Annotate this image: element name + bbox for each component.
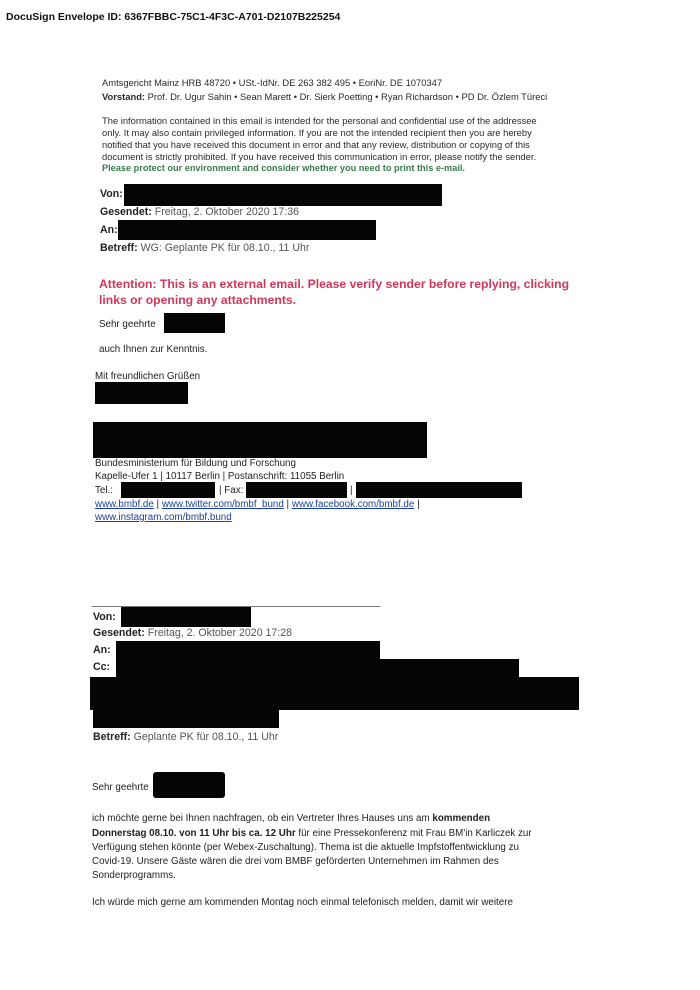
email1-subject-label: Betreff: xyxy=(100,242,138,254)
email2-cc-redaction-2 xyxy=(90,677,579,710)
email2-subject-value: Geplante PK für 08.10., 11 Uhr xyxy=(133,731,279,743)
ministry-contact-row xyxy=(95,485,113,496)
link-bmbf-website[interactable]: www.bmbf.de xyxy=(95,499,154,510)
email2-para1-line1 xyxy=(92,813,490,824)
email1-body: auch Ihnen zur Kenntnis. xyxy=(99,344,208,355)
email2-para1-line2-text: für eine Pressekonferenz mit Frau BM'in Karliczek zur xyxy=(295,828,532,839)
email2-para1-line1-text: ich möchte gerne bei Ihnen nachfragen, ob ein Vertreter Ihres Hauses uns am xyxy=(92,813,433,824)
email1-greeting-redaction xyxy=(164,313,225,333)
link-instagram[interactable]: www.instagram.com/bmbf.bund xyxy=(95,512,232,523)
tel-label: Tel.: xyxy=(95,485,113,496)
envelope-id: DocuSign Envelope ID: 6367FBBC-75C1-4F3C-A701-D2107B225254 xyxy=(6,11,341,23)
board-line xyxy=(102,91,547,104)
ministry-address: Kapelle-Ufer 1 | 10117 Berlin | Postanschrift: 11055 Berlin xyxy=(95,471,345,482)
email2-para1-line2 xyxy=(92,828,532,839)
email2-cc-redaction xyxy=(116,659,519,679)
email2-from-label: Von: xyxy=(93,611,116,623)
email-address-redaction xyxy=(356,482,522,498)
email2-para1-line1-bold: kommenden xyxy=(432,813,491,824)
email2-cc-redaction-3 xyxy=(93,710,279,728)
disclaimer-line-3: notified that you have received this document in error and that any review, distribution or copying of this xyxy=(102,139,530,150)
email2-para1-line3: Verfügung stehen könnte (per Webex-Zuschaltung). Thema ist die aktuelle Impfstoffentwicklung zu xyxy=(92,842,519,853)
email1-sent-label: Gesendet: xyxy=(100,206,152,218)
email2-subject-label: Betreff: xyxy=(93,731,131,743)
contact-separator: | xyxy=(350,485,353,496)
email1-signature-title-redaction xyxy=(93,422,427,458)
ministry-name: Bundesministerium für Bildung und Forschung xyxy=(95,458,296,469)
email1-sent-value: Freitag, 2. Oktober 2020 17:36 xyxy=(154,206,300,218)
email2-from-row xyxy=(93,611,116,623)
email1-subject-row xyxy=(100,242,309,254)
link-separator: | xyxy=(286,499,290,510)
email2-greeting-redaction xyxy=(153,772,225,798)
email2-sent-row xyxy=(93,627,292,639)
email2-para2-line1: Ich würde mich gerne am kommenden Montag noch einmal telefonisch melden, damit wir weitere xyxy=(92,897,513,908)
email1-from-row xyxy=(100,188,123,200)
email2-para1-line4: Covid-19. Unsere Gäste wären die drei vom BMBF geförderten Unternehmen im Rahmen des xyxy=(92,856,499,867)
email1-signature-name-redaction xyxy=(95,382,188,404)
ministry-links-row xyxy=(95,499,420,510)
email2-subject-row xyxy=(93,731,278,743)
board-members: Prof. Dr. Ugur Sahin • Sean Marett • Dr. Sierk Poetting • Ryan Richardson • PD Dr. Özlem Türeci xyxy=(147,91,548,102)
email1-closing: Mit freundlichen Grüßen xyxy=(95,371,201,382)
ministry-links-row-2 xyxy=(95,512,232,523)
email2-cc-label: Cc: xyxy=(93,661,111,673)
email2-para1-line5: Sonderprogramms. xyxy=(92,870,176,881)
email1-from-redaction xyxy=(124,184,442,206)
link-twitter[interactable]: www.twitter.com/bmbf_bund xyxy=(161,499,284,510)
company-register-line: Amtsgericht Mainz HRB 48720 • USt.-IdNr. DE 263 382 495 • EoriNr. DE 1070347 xyxy=(102,77,443,88)
email1-sent-row xyxy=(100,206,299,218)
email1-to-redaction xyxy=(118,220,376,240)
email2-para1-line2-bold: Donnerstag 08.10. von 11 Uhr bis ca. 12 Uhr xyxy=(92,828,296,839)
email1-subject-value: WG: Geplante PK für 08.10., 11 Uhr xyxy=(140,242,310,254)
link-separator: | xyxy=(417,499,420,510)
external-email-warning-line-1: Attention: This is an external email. Please verify sender before replying, clicking xyxy=(99,277,570,291)
board-label: Vorstand: xyxy=(102,91,146,102)
email2-to-label: An: xyxy=(93,644,111,656)
external-email-warning-line-2: links or opening any attachments. xyxy=(99,293,297,307)
email2-sent-label: Gesendet: xyxy=(93,627,145,639)
email2-sent-value: Freitag, 2. Oktober 2020 17:28 xyxy=(147,627,293,639)
fax-redaction xyxy=(246,482,347,498)
email1-from-label: Von: xyxy=(100,188,123,200)
email2-greeting: Sehr geehrte xyxy=(92,782,149,793)
tel-redaction xyxy=(121,482,215,498)
link-separator: | xyxy=(156,499,160,510)
fax-label: | Fax: xyxy=(219,485,244,496)
email1-to-row xyxy=(100,224,118,236)
email2-to-redaction xyxy=(116,641,380,661)
disclaimer-line-2: only. It may also contain privileged information. If you are not the intended recipient then you are hereby xyxy=(102,127,532,138)
email2-to-row xyxy=(93,644,111,656)
email2-cc-row xyxy=(93,661,110,673)
disclaimer-line-4: document is strictly prohibited. If you have received this communication in error, please notify the sender. xyxy=(102,151,537,162)
email2-from-redaction xyxy=(121,607,251,627)
environment-note: Please protect our environment and consider whether you need to print this e-mail. xyxy=(102,163,465,173)
disclaimer-line-1: The information contained in this email is intended for the personal and confidential use of the addressee xyxy=(102,115,537,126)
link-facebook[interactable]: www.facebook.com/bmbf.de xyxy=(291,499,415,510)
email1-greeting: Sehr geehrte xyxy=(99,319,156,330)
email1-to-label: An: xyxy=(100,224,118,236)
